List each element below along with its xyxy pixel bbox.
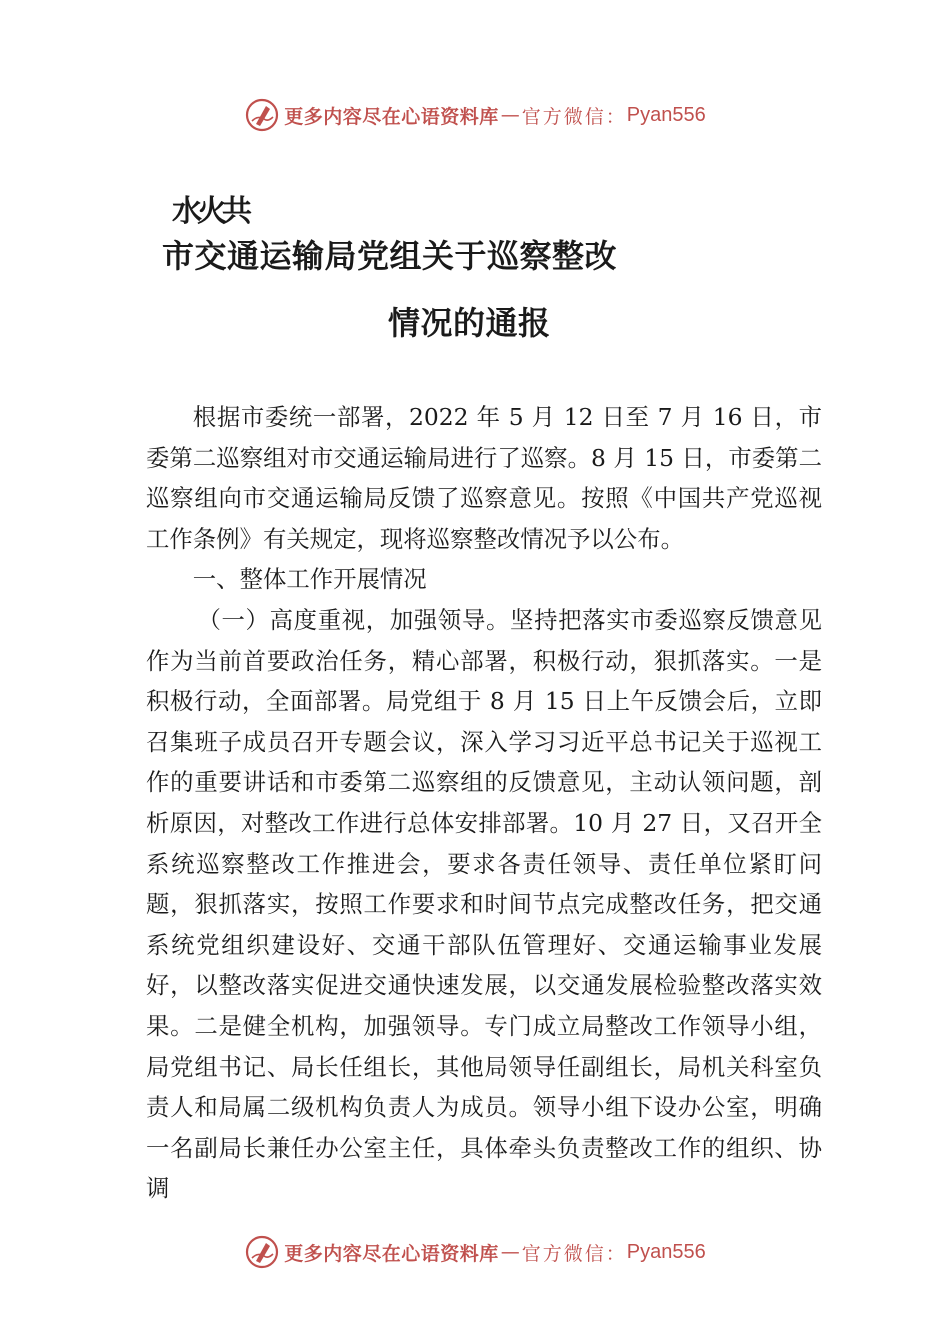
watermark-label: 官方微信： xyxy=(521,1242,627,1265)
watermark-wechat-id: Pyan556 xyxy=(626,103,706,126)
paragraph-intro: 根据市委统一部署，2022 年 5 月 12 日至 7 月 16 日，市委第二巡察组对市交通运输局进行了巡察。8 月 15 日，市委第二巡察组向市交通运输局反馈了巡察意见。按照《中国共产党巡视工作条例》有关规定，现将巡察整改情况予以公布。 xyxy=(146,403,822,553)
document-title-line-2: 情况的通报 xyxy=(388,304,551,342)
pen-nib-logo-icon xyxy=(244,97,280,133)
document-title-line-1: 市交通运输局党组关于巡察整改 xyxy=(162,237,618,275)
watermark-wechat-id: Pyan556 xyxy=(626,1240,706,1263)
watermark-dash: — xyxy=(500,104,520,126)
watermark-label: 官方微信： xyxy=(521,105,627,128)
watermark-banner-top xyxy=(0,95,950,135)
watermark-text: 更多内容尽在心语资料库 xyxy=(284,1242,499,1265)
paragraph-leadership: （一）高度重视，加强领导。坚持把落实市委巡察反馈意见作为当前首要政治任务，精心部署，积极行动，狠抓落实。一是积极行动，全面部署。局党组于 8 月 15 日上午反馈会后，立即召集班子成员召开专题会议，深入学习习近平总书记关于巡视工作的重要讲话和市委第二巡察组的反馈意见，主动认领问题，剖析原因，对整改工作进行总体安排部署。10 月 27 日，又召开全系统巡察整改工作推进会，要求各责任领导、责任单位紧盯问题，狠抓落实，按照工作要求和时间节点完成整改任务，把交通系统党组织建设好、交通干部队伍管理好、交通运输事业发展好，以整改落实促进交通快速发展，以交通发展检验整改落实效果。二是健全机构，加强领导。专门成立局整改工作领导小组，局党组书记、局长任组长，其他局领导任副组长，局机关科室负责人和局属二级机构负责人为成员。领导小组下设办公室，明确一名副局长兼任办公室主任，具体牵头负责整改工作的组织、协调 xyxy=(146,605,822,1203)
watermark-text: 更多内容尽在心语资料库 xyxy=(284,105,499,128)
pen-nib-logo-icon xyxy=(244,1234,280,1270)
watermark-banner-bottom xyxy=(0,1232,950,1272)
document-body xyxy=(146,397,822,1209)
watermark-dash: — xyxy=(500,1241,520,1263)
overlapping-glyphs: 水火共 xyxy=(172,194,247,229)
section-heading: 一、整体工作开展情况 xyxy=(192,565,427,594)
